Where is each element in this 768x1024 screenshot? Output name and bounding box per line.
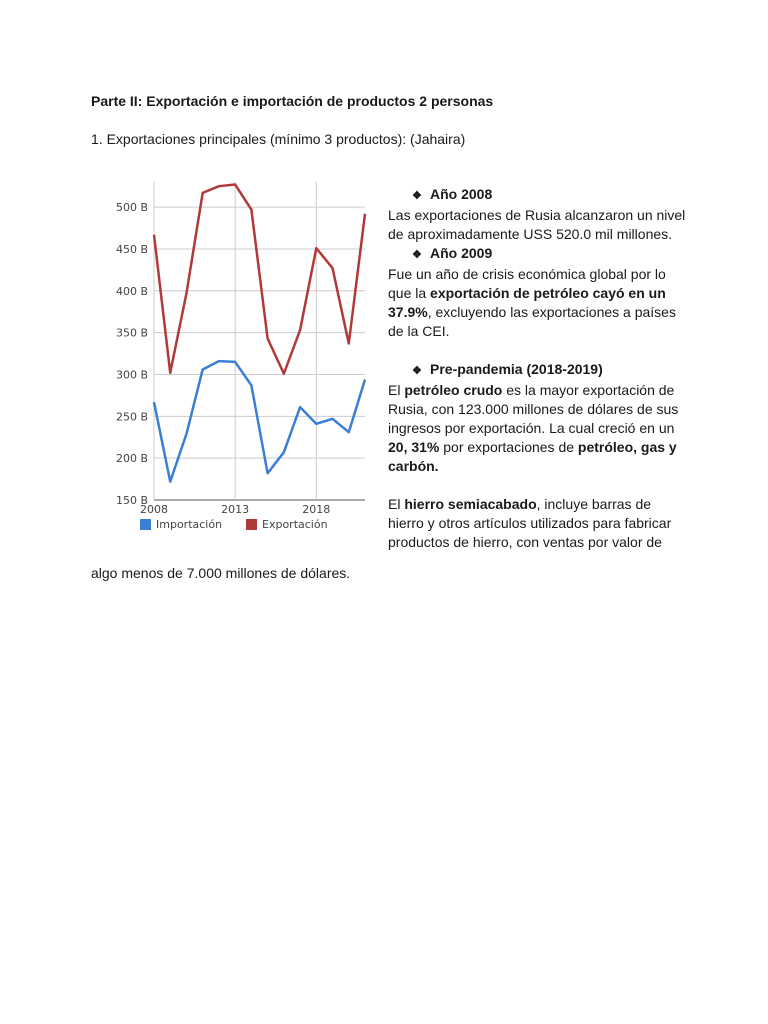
chart-legend (140, 518, 328, 531)
paragraph-prepandemia: El petróleo crudo es la mayor exportación de Rusia, con 123.000 millones de dólares de sus ingresos por exportación. La cual creció en un 20, 31% por exportaciones de petróleo, gas y carbón. (388, 382, 679, 474)
x-axis-ticks (140, 503, 330, 516)
y-tick-label: 200 B (115, 452, 148, 466)
bullet-prepandemia: ❖ Pre-pandemia (2018-2019) (388, 360, 688, 381)
bullet-2008: ❖ Año 2008 (388, 185, 688, 206)
line-chart (95, 172, 375, 552)
right-column (388, 185, 688, 552)
section-subheading: 1. Exportaciones principales (mínimo 3 productos): (Jahaira) (91, 131, 466, 147)
x-tick-label: 2013 (221, 503, 250, 516)
section-heading: Parte II: Exportación e importación de productos 2 personas (91, 93, 494, 109)
x-tick-label: 2018 (302, 503, 331, 516)
y-tick-label: 300 B (115, 368, 148, 382)
y-tick-label: 500 B (115, 201, 148, 215)
bullet-2009: ❖ Año 2009 (388, 244, 688, 265)
paragraph-2009: Fue un año de crisis económica global por lo que la exportación de petróleo cayó en un 37.9%, excluyendo las exportaciones a países de la CEI. (388, 266, 676, 339)
y-tick-label: 400 B (115, 284, 148, 298)
legend-label: Importación (156, 518, 223, 531)
continuation-text: algo menos de 7.000 millones de dólares. (91, 565, 351, 581)
legend-label: Exportación (262, 518, 328, 531)
y-tick-label: 350 B (115, 326, 148, 340)
diamond-bullet-icon: ❖ (412, 365, 422, 377)
paragraph-hierro: El hierro semiacabado, incluye barras de hierro y otros artículos utilizados para fabricar productos de hierro, con ventas por valor de (388, 496, 672, 550)
chart-grid (154, 182, 365, 500)
diamond-bullet-icon: ❖ (412, 249, 422, 261)
x-tick-label: 2008 (140, 503, 168, 516)
y-axis-ticks (116, 201, 148, 507)
series-line-0 (154, 361, 365, 482)
legend-swatch (246, 519, 257, 530)
y-tick-label: 450 B (115, 242, 148, 256)
legend-swatch (140, 519, 151, 530)
y-tick-label: 250 B (115, 410, 148, 424)
paragraph-2008: Las exportaciones de Rusia alcanzaron un nivel de aproximadamente USS 520.0 mil millones. (388, 207, 686, 242)
diamond-bullet-icon: ❖ (412, 190, 422, 202)
y-tick-label: 150 B (115, 494, 148, 507)
series-line-1 (154, 185, 365, 374)
